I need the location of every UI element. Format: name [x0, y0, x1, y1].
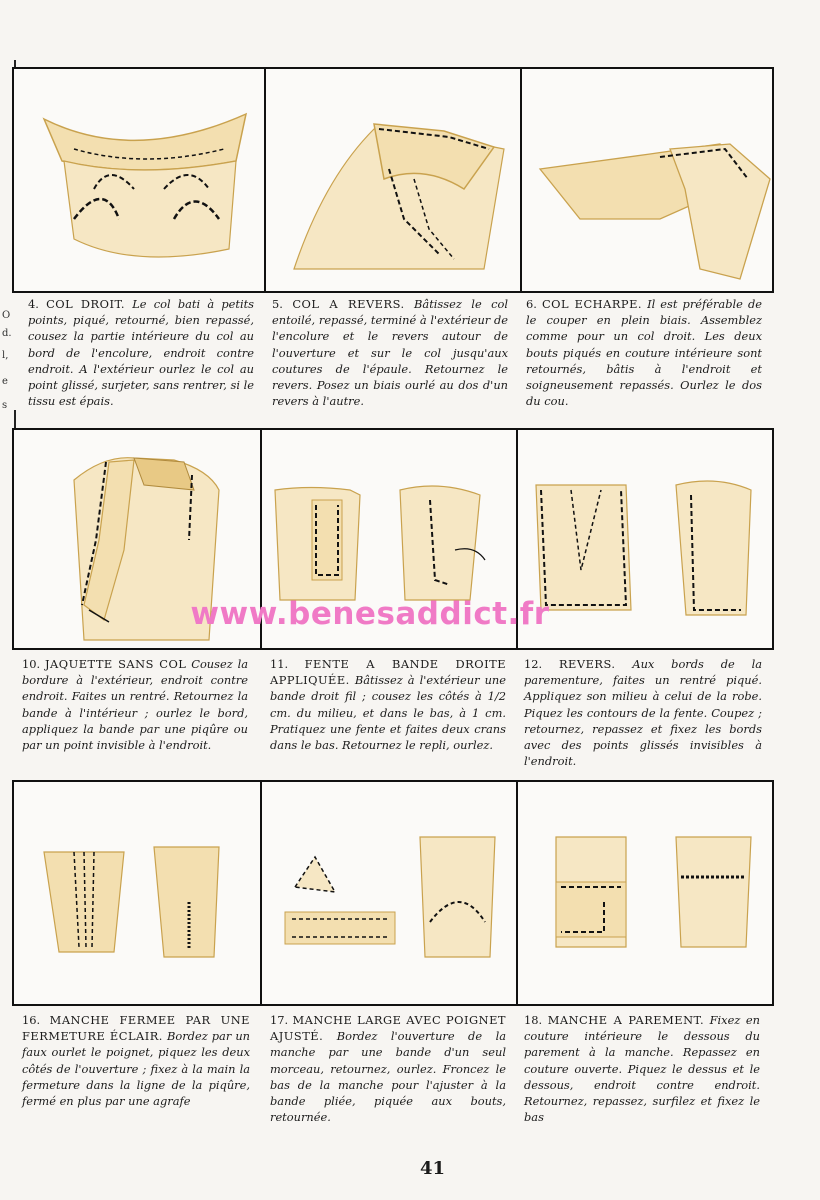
illustration-row-sleeves — [12, 780, 774, 1006]
edge-mark: O — [2, 310, 11, 321]
caption-4 — [28, 296, 254, 409]
caption-title: MANCHE A PAREMENT. — [547, 1013, 705, 1027]
caption-body: Aux bords de la parementure, faites un rentré piqué. Appliquez son milieu à celui de la robe. Piquez les contours de la fente. Coupez ; retournez, repassez et fixez les bords avec des points glissés invisibles à l'endroit. — [524, 657, 763, 769]
illustration-manche-large — [260, 782, 518, 1004]
illustration-manche-parement — [516, 782, 772, 1004]
caption-number: 16. — [22, 1013, 41, 1027]
caption-number: 10. — [22, 657, 41, 671]
caption-body: Bâtissez à l'extérieur une bande droit fil ; cousez les côtés à 1/2 cm. du milieu, et dans le bas, à 1 cm. Pratiquez une fente et faites deux crans dans le bas. Retournez le repli, ourlez. — [270, 673, 506, 753]
caption-number: 18. — [524, 1013, 543, 1027]
caption-17 — [270, 1012, 506, 1125]
caption-10 — [22, 656, 248, 753]
illustration-row-collars — [12, 67, 774, 293]
edge-mark: d. — [2, 328, 12, 339]
caption-body: Bordez l'ouverture de la manche par une bande d'un seul morceau, retournez, ourlez. Froncez le bas de la manche pour l'ajuster à la bande pliée, piquée aux bouts, retournée. — [270, 1029, 506, 1125]
caption-18 — [524, 1012, 760, 1125]
caption-title: MANCHE FERMEE PAR UNE FERMETURE ÉCLAIR. — [22, 1013, 250, 1044]
illustration-col-droit — [14, 69, 266, 291]
caption-5 — [272, 296, 508, 409]
caption-body: Fixez en couture intérieure le dessous du parement à la manche. Repassez en couture ouverte. Piquez le dessus et le dessous, endroit contre endroit. Retournez, repassez, surfilez et fixez le bas — [524, 1013, 760, 1125]
page-number: 41 — [420, 1158, 446, 1179]
caption-6 — [526, 296, 762, 409]
caption-title: FENTE A BANDE DROITE APPLIQUÉE. — [270, 657, 507, 688]
edge-mark: s — [2, 400, 8, 411]
edge-mark: e — [2, 376, 8, 387]
caption-body: Bordez par un faux ourlet le poignet, piquez les deux côtés de l'ouverture ; fixez à la main la fermeture dans la ligne de la piqûre, fermé en plus par une agrafe — [22, 1029, 251, 1109]
caption-title: JAQUETTE SANS COL — [44, 657, 187, 671]
caption-title: MANCHE LARGE AVEC POIGNET AJUSTÉ. — [270, 1013, 506, 1044]
caption-12 — [524, 656, 762, 769]
caption-number: 12. — [524, 657, 543, 671]
caption-body: Il est préférable de le couper en plein biais. Assemblez comme pour un col droit. Les deux bouts piqués en couture intérieure sont retournés, bâtis à l'endroit et soigneusement repassés. Ourlez le dos du cou. — [526, 297, 762, 409]
caption-title: REVERS. — [558, 657, 616, 671]
caption-title: COL A REVERS. — [292, 297, 405, 311]
illustration-manche-eclair — [14, 782, 262, 1004]
caption-title: COL ECHARPE. — [541, 297, 643, 311]
caption-number: 5. — [272, 297, 283, 311]
caption-body: Le col bati à petits points, piqué, retourné, bien repassé, cousez la partie intérieure du col au bord de l'encolure, endroit contre endroit. A l'extérieur ourlez le col au point glissé, surjeter, sans rentrer, si le tissu est épais. — [28, 297, 255, 409]
caption-body: Bâtissez le col entoilé, repassé, terminé à l'extérieur de l'encolure et le revers autour de l'ouverture et sur le col jusqu'aux coutures de l'épaule. Retournez le revers. Posez un biais ourlé au dos d'un revers à l'autre. — [272, 297, 509, 409]
watermark: www.benesaddict.fr — [190, 596, 550, 632]
caption-title: COL DROIT. — [46, 297, 126, 311]
caption-body: Cousez la bordure à l'extérieur, endroit contre endroit. Faites un rentré. Retournez la bande à l'intérieur ; ourlez le bord, appliquez la bande par une piqûre ou par un point invisible à l'endroit. — [22, 657, 249, 753]
caption-number: 6. — [526, 297, 537, 311]
edge-mark: l, — [2, 350, 9, 361]
caption-number: 11. — [270, 657, 289, 671]
caption-16 — [22, 1012, 250, 1109]
illustration-col-a-revers — [264, 69, 522, 291]
caption-number: 4. — [28, 297, 39, 311]
caption-number: 17. — [270, 1013, 289, 1027]
caption-11 — [270, 656, 506, 753]
illustration-col-echarpe — [520, 69, 772, 291]
